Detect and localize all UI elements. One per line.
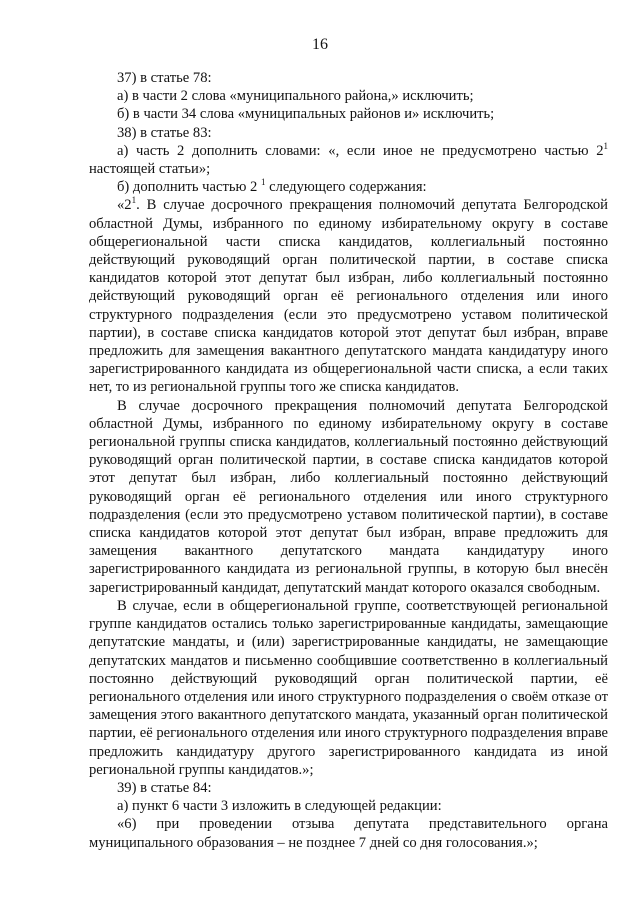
paragraph-37b: б) в части 34 слова «муниципальных районов и» исключить;	[117, 106, 495, 123]
paragraph-38a: а) часть 2 дополнить словами: «, если иное не предусмотрено частью $2^1$ настоящей статьи»;	[89, 140, 608, 178]
page-number: 16	[312, 36, 328, 53]
paragraph-2-1-third: В случае, если в общерегиональной группе, соответствующей региональной группе кандидатов остались только зарегистрированные кандидаты, замещающие депутатские мандаты, и (или) зарегистрированные кандидаты, не замещающие депутатских мандатов и письменно сообщившие соответственно в коллегиальный постоянно действующий руководящий орган политической партии, её регионального отделения или иного структурного подразделения о своём отказе от замещения этого вакантного депутатского мандата, указанный орган политической партии, её регионального отделения или иного структурного подразделения вправе предложить кандидатуру другого зарегистрированного кандидата из иной региональной группы кандидатов.»;	[89, 597, 608, 778]
paragraph-2-1-first: «$2^1$. В случае досрочного прекращения полномочий депутата Белгородской областной Думы, избранного по единому избирательному округу в составе общерегиональной части списка кандидатов, коллегиальный постоянно действующий руководящий орган политической партии, в составе списка кандидатов которой этот депутат был избран, либо коллегиальный постоянно действующий руководящий орган её регионального отделения или иного структурного подразделения (если это предусмотрено уставом политической партии), в составе списка кандидатов которой этот депутат был избран, вправе предложить для замещения вакантного депутатского мандата кандидатуру иного зарегистрированного кандидата из общерегиональной части списка, а если таких нет, то из региональной группы того же списка кандидатов.	[89, 195, 608, 396]
paragraph-39: 39) в статье 84:	[117, 779, 212, 796]
paragraph-37: 37) в статье 78:	[117, 70, 212, 86]
paragraph-38b: б) дополнить частью 2 $^1$ следующего содержания:	[117, 177, 427, 196]
paragraph-39a: а) пункт 6 части 3 изложить в следующей редакции:	[117, 798, 442, 815]
paragraph-38: 38) в статье 83:	[117, 124, 212, 141]
paragraph-2-1-second: В случае досрочного прекращения полномочий депутата Белгородской областной Думы, избранного по единому избирательному округу в составе региональной группы списка кандидатов, коллегиальный постоянно действующий руководящий орган политической партии, в составе списка кандидатов которой этот депутат был избран, либо коллегиальный постоянно действующий руководящий орган её регионального отделения или иного структурного подразделения (если это предусмотрено уставом политической партии), в составе списка кандидатов которой этот депутат был избран, вправе предложить для замещения вакантного депутатского мандата кандидатуру иного зарегистрированного кандидата из региональной группы, в которую был внесён зарегистрированный кандидат, депутатский мандат которого оказался свободным.	[89, 397, 608, 596]
paragraph-39a-text: «6) при проведении отзыва депутата представительного органа муниципального образования – не позднее 7 дней со дня голосования.»;	[89, 816, 608, 851]
document-body	[89, 69, 608, 852]
paragraph-37a: а) в части 2 слова «муниципального района,» исключить;	[117, 88, 474, 105]
